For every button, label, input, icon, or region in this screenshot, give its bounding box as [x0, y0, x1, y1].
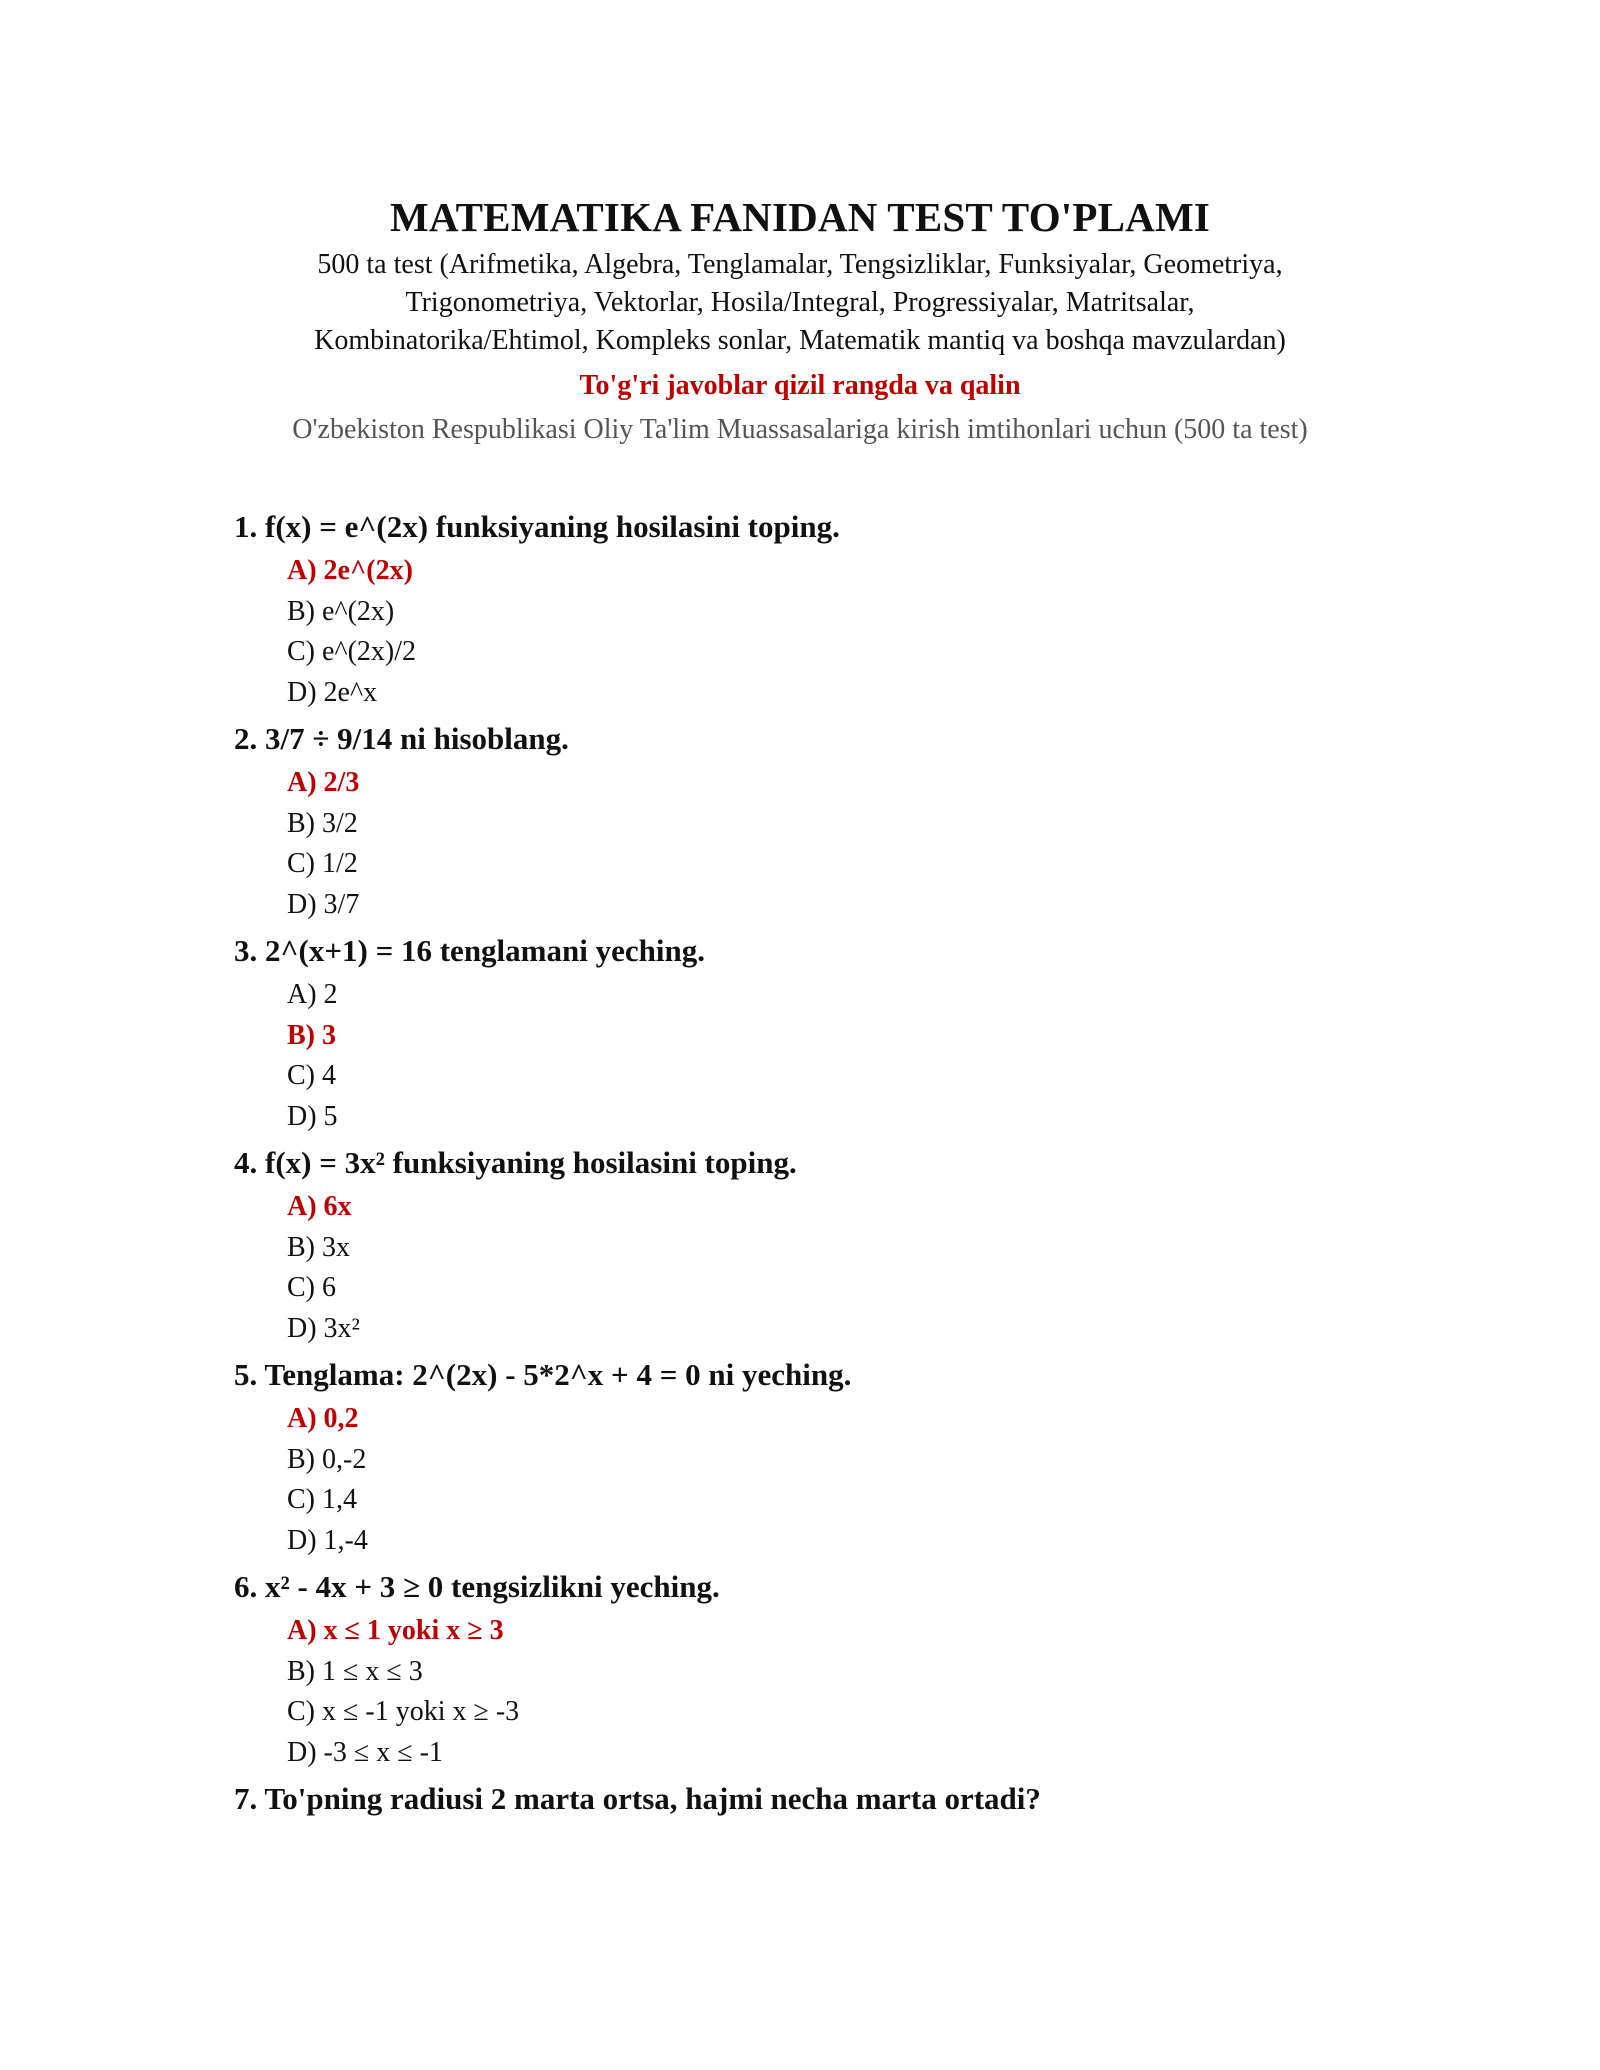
- question-text: 1. f(x) = e^(2x) funksiyaning hosilasini toping.: [234, 509, 840, 544]
- answer-option-correct: A) 2e^(2x): [287, 555, 413, 586]
- answer-option-correct: A) 0,2: [287, 1403, 359, 1434]
- document-header: [0, 192, 1600, 450]
- question-list: [234, 505, 1434, 1823]
- answer-option-correct: A) 2/3: [287, 767, 360, 798]
- question-text: 7. To'pning radiusi 2 marta ortsa, hajmi necha marta ortadi?: [234, 1781, 1041, 1816]
- answer-option: D) 3/7: [287, 888, 360, 920]
- answer-option: D) 5: [287, 1100, 338, 1132]
- question-text: 4. f(x) = 3x² funksiyaning hosilasini toping.: [234, 1145, 797, 1180]
- answer-option-correct: A) x ≤ 1 yoki x ≥ 3: [287, 1615, 504, 1646]
- answer-option: A) 2: [287, 979, 338, 1010]
- question-item: [234, 1777, 1434, 1821]
- answer-option: C) x ≤ -1 yoki x ≥ -3: [287, 1696, 520, 1727]
- answer-option-correct: B) 3: [287, 1019, 336, 1051]
- answer-option: C) 1/2: [287, 848, 358, 879]
- answer-option: C) 4: [287, 1060, 336, 1091]
- question-item: [234, 929, 1434, 1137]
- answer-option: C) 6: [287, 1272, 336, 1303]
- question-item: [234, 505, 1434, 713]
- answer-option: C) 1,4: [287, 1484, 357, 1515]
- answer-option: B) e^(2x): [287, 595, 395, 627]
- answer-option: B) 3/2: [287, 807, 358, 839]
- question-text: 3. 2^(x+1) = 16 tenglamani yeching.: [234, 933, 705, 968]
- document-subtitle: 500 ta test (Arifmetika, Algebra, Tenglamalar, Tengsizliklar, Funksiyalar, Geometriya, Trigonometriya, Vektorlar, Hosila/Integral, Progressiyalar, Matritsalar, Kombinatorika/Ehtimol, Kompleks sonlar, Matematik mantiq va boshqa mavzulardan): [314, 249, 1286, 356]
- answer-option: D) -3 ≤ x ≤ -1: [287, 1736, 443, 1768]
- question-item: [234, 1565, 1434, 1773]
- answer-option-correct: A) 6x: [287, 1191, 352, 1222]
- answer-option: B) 0,-2: [287, 1443, 367, 1475]
- answer-option: D) 2e^x: [287, 676, 378, 708]
- question-text: 6. x² - 4x + 3 ≥ 0 tengsizlikni yeching.: [234, 1569, 720, 1604]
- exam-info: O'zbekiston Respublikasi Oliy Ta'lim Muassasalariga kirish imtihonlari uchun (500 ta test): [292, 414, 1308, 445]
- question-item: [234, 1353, 1434, 1561]
- answer-option: B) 1 ≤ x ≤ 3: [287, 1655, 423, 1687]
- document-title: MATEMATIKA FANIDAN TEST TO'PLAMI: [389, 194, 1211, 240]
- correct-answers-note: To'g'ri javoblar qizil rangda va qalin: [579, 370, 1021, 401]
- answer-option: B) 3x: [287, 1231, 350, 1263]
- answer-option: D) 1,-4: [287, 1524, 368, 1556]
- answer-option: C) e^(2x)/2: [287, 636, 416, 667]
- question-item: [234, 717, 1434, 925]
- question-item: [234, 1141, 1434, 1349]
- answer-option: D) 3x²: [287, 1312, 360, 1344]
- question-text: 5. Tenglama: 2^(2x) - 5*2^x + 4 = 0 ni yeching.: [234, 1357, 852, 1392]
- question-text: 2. 3/7 ÷ 9/14 ni hisoblang.: [234, 721, 569, 756]
